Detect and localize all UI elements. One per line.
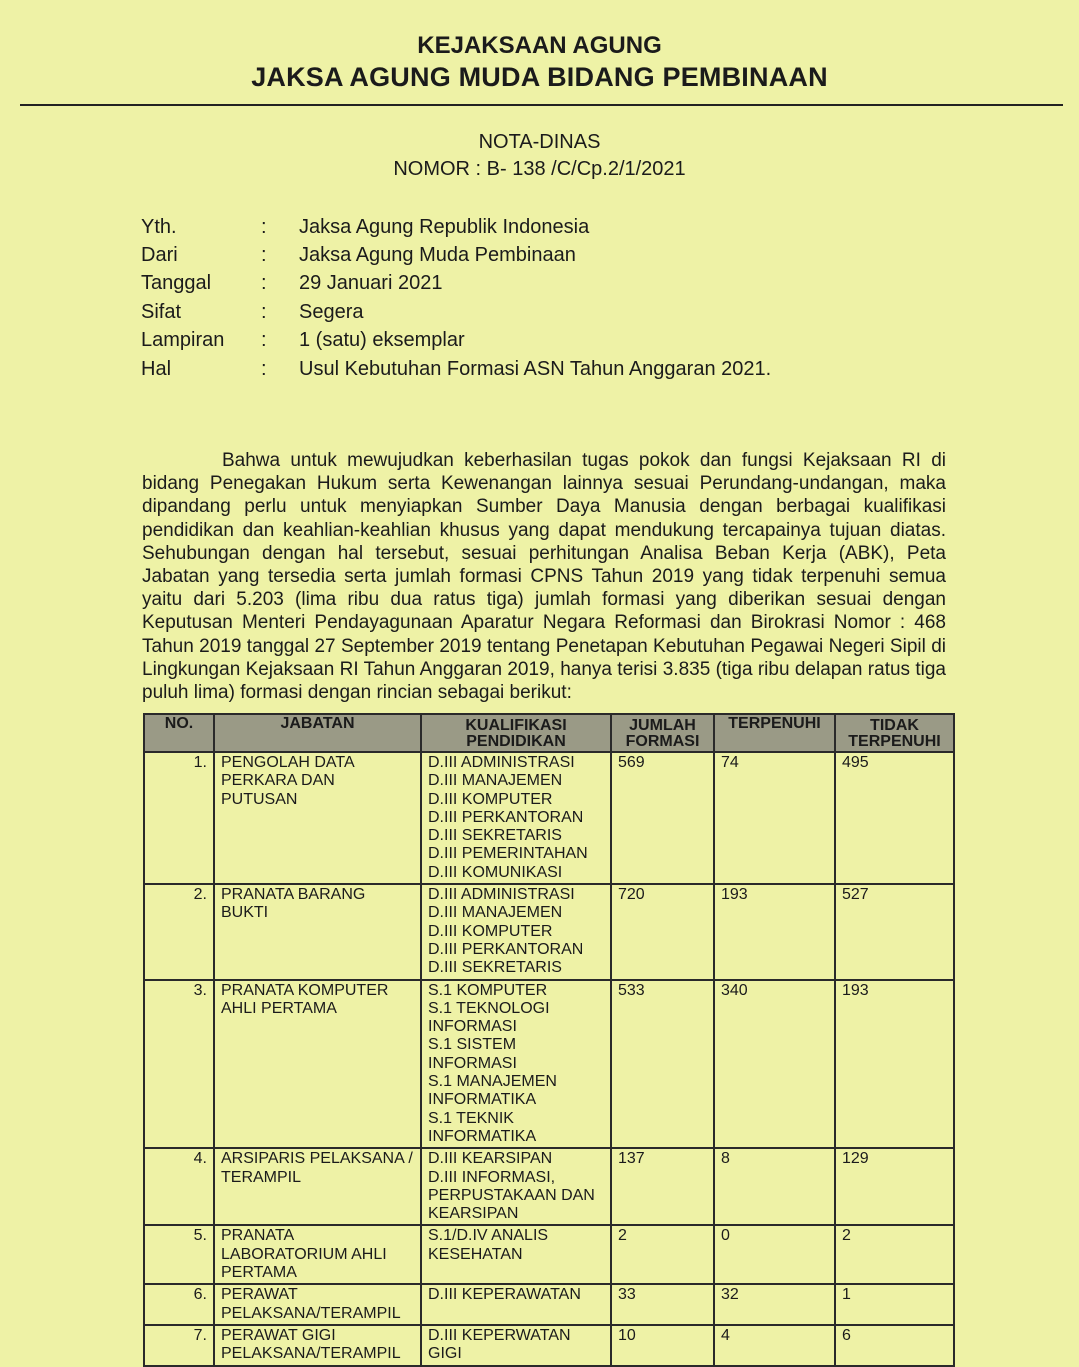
meta-label: Yth.: [141, 215, 177, 238]
table-row: [144, 1284, 954, 1325]
row-number-cell: 1.: [144, 752, 214, 884]
kualifikasi-item: D.III MANAJEMEN: [428, 904, 563, 922]
jabatan-cell: PRANATA BARANG BUKTI: [214, 884, 421, 979]
kualifikasi-cell: [421, 884, 611, 979]
body-text: [142, 449, 946, 704]
table-row: [144, 1225, 954, 1284]
meta-colon: :: [261, 357, 267, 380]
tidak-terpenuhi-cell: 527: [835, 884, 954, 979]
row-number-cell: 6.: [144, 1284, 214, 1325]
kualifikasi-cell: [421, 1284, 611, 1325]
kualifikasi-item: D.III KOMPUTER: [428, 790, 553, 808]
tidak-terpenuhi-cell: 6: [835, 1325, 954, 1366]
jabatan-cell: PERAWAT PELAKSANA/TERAMPIL: [214, 1284, 421, 1325]
meta-colon: :: [261, 329, 267, 352]
jabatan-cell: PENGOLAH DATA PERKARA DAN PUTUSAN: [214, 752, 421, 884]
terpenuhi-cell: 8: [714, 1148, 835, 1225]
row-number-cell: 2.: [144, 884, 214, 979]
meta-colon: :: [261, 215, 267, 238]
terpenuhi-cell: 340: [714, 980, 835, 1149]
nota-number: NOMOR : B- 138 /C/Cp.2/1/2021: [393, 158, 686, 180]
header-divider: [20, 104, 1063, 106]
kualifikasi-item: D.III PERKANTORAN: [428, 940, 584, 958]
kualifikasi-item: D.III PERKANTORAN: [428, 808, 584, 826]
kualifikasi-item: D.III KEPERWATAN GIGI: [428, 1326, 571, 1363]
kualifikasi-item: D.III ADMINISTRASI: [428, 754, 575, 771]
nota-title: NOTA-DINAS: [478, 131, 601, 153]
meta-colon: :: [261, 272, 267, 295]
meta-label: Sifat: [141, 300, 182, 323]
jabatan-cell: ARSIPARIS PELAKSANA / TERAMPIL: [214, 1148, 421, 1225]
kualifikasi-item: S.1 TEKNIK INFORMATIKA: [428, 1109, 537, 1145]
kualifikasi-cell: [421, 1325, 611, 1366]
kualifikasi-item: D.III ADMINISTRASI: [428, 886, 575, 904]
table-row: [144, 884, 954, 979]
jabatan-cell: PRANATA LABORATORIUM AHLI PERTAMA: [214, 1225, 421, 1284]
jabatan-cell: PRANATA KOMPUTER AHLI PERTAMA: [214, 980, 421, 1149]
kualifikasi-item: S.1/D.IV ANALIS KESEHATAN: [428, 1227, 549, 1263]
meta-colon: :: [261, 244, 267, 267]
memo-header-fields: [141, 213, 771, 383]
kualifikasi-cell: [421, 980, 611, 1149]
column-header: JUMLAH FORMASI: [611, 714, 714, 752]
tidak-terpenuhi-cell: 1: [835, 1284, 954, 1325]
tidak-terpenuhi-cell: 129: [835, 1148, 954, 1225]
meta-label: Tanggal: [141, 272, 212, 295]
kualifikasi-item: S.1 SISTEM INFORMASI: [428, 1036, 517, 1072]
kualifikasi-item: D.III KEPERAWATAN: [428, 1286, 581, 1304]
kualifikasi-cell: [421, 1148, 611, 1225]
meta-label: Dari: [141, 244, 178, 267]
tidak-terpenuhi-cell: 495: [835, 752, 954, 884]
meta-row: [141, 327, 771, 355]
jumlah-formasi-cell: 720: [611, 884, 714, 979]
tidak-terpenuhi-cell: 2: [835, 1225, 954, 1284]
table-row: [144, 752, 954, 884]
column-header: TIDAK TERPENUHI: [835, 714, 954, 752]
row-number-cell: 7.: [144, 1325, 214, 1366]
row-number-cell: 4.: [144, 1148, 214, 1225]
kualifikasi-item: S.1 MANAJEMEN INFORMATIKA: [428, 1073, 557, 1109]
kualifikasi-cell: [421, 1225, 611, 1284]
body-paragraph: Bahwa untuk mewujudkan keberhasilan tugas pokok dan fungsi Kejaksaan RI di bidang Penegakan Hukum serta Kewenangan lainnya sesuai Perundang-undangan, maka dipandang perlu untuk menyiapkan Sumber Daya Manusia dengan berbagai kualifikasi pendidikan dan keahlian-keahlian khusus yang dapat mendukung tercapainya tujuan diatas. Sehubungan dengan hal tersebut, sesuai perhitungan Analisa Beban Kerja (ABK), Peta Jabatan yang tersedia serta jumlah formasi CPNS Tahun 2019 yang tidak terpenuhi semua yaitu dari 5.203 (lima ribu dua ratus tiga) jumlah formasi yang diberikan sesuai dengan Keputusan Menteri Pendayagunaan Aparatur Negara Reformasi dan Birokrasi Nomor : 468 Tahun 2019 tanggal 27 September 2019 tentang Penetapan Kebutuhan Pegawai Negeri Sipil di Lingkungan Kejaksaan RI Tahun Anggaran 2019, hanya terisi 3.835 (tiga ribu delapan ratus tiga puluh lima) formasi dengan rincian sebagai berikut:: [142, 450, 946, 704]
terpenuhi-cell: 74: [714, 752, 835, 884]
tidak-terpenuhi-cell: 193: [835, 980, 954, 1149]
kualifikasi-item: D.III KEARSIPAN: [428, 1150, 553, 1168]
meta-value: 1 (satu) eksemplar: [299, 329, 465, 352]
jumlah-formasi-cell: 569: [611, 752, 714, 884]
meta-label: Hal: [141, 357, 172, 380]
meta-value: Jaksa Agung Muda Pembinaan: [299, 244, 576, 267]
meta-value: Segera: [299, 300, 364, 323]
kualifikasi-item: D.III SEKRETARIS: [428, 827, 562, 845]
kualifikasi-item: D.III PEMERINTAHAN: [428, 845, 588, 863]
table-row: [144, 1148, 954, 1225]
institution-title: KEJAKSAAN AGUNG: [417, 32, 662, 59]
row-number-cell: 5.: [144, 1225, 214, 1284]
meta-row: [141, 270, 771, 298]
row-number-cell: 3.: [144, 980, 214, 1149]
meta-value: Jaksa Agung Republik Indonesia: [299, 215, 590, 238]
terpenuhi-cell: 32: [714, 1284, 835, 1325]
kualifikasi-item: D.III KOMUNIKASI: [428, 863, 563, 881]
table-header-row: [144, 714, 954, 752]
division-title: JAKSA AGUNG MUDA BIDANG PEMBINAAN: [251, 62, 828, 92]
table-row: [144, 1325, 954, 1366]
kualifikasi-item: D.III INFORMASI, PERPUSTAKAAN DAN KEARSIPAN: [428, 1168, 595, 1223]
kualifikasi-item: S.1 TEKNOLOGI INFORMASI: [428, 999, 550, 1036]
column-header: NO.: [144, 714, 214, 752]
kualifikasi-cell: [421, 752, 611, 884]
meta-label: Lampiran: [141, 329, 225, 352]
column-header: KUALIFIKASI PENDIDIKAN: [421, 714, 611, 752]
meta-value: 29 Januari 2021: [299, 272, 443, 295]
meta-row: [141, 213, 771, 241]
meta-colon: :: [261, 300, 267, 323]
jumlah-formasi-cell: 33: [611, 1284, 714, 1325]
jumlah-formasi-cell: 2: [611, 1225, 714, 1284]
terpenuhi-cell: 0: [714, 1225, 835, 1284]
jumlah-formasi-cell: 533: [611, 980, 714, 1149]
formasi-table: [143, 713, 955, 1367]
kualifikasi-item: D.III KOMPUTER: [428, 922, 553, 940]
table-row: [144, 980, 954, 1149]
kualifikasi-item: S.1 KOMPUTER: [428, 981, 548, 999]
table-body: [144, 752, 954, 1366]
meta-row: [141, 298, 771, 326]
terpenuhi-cell: 193: [714, 884, 835, 979]
meta-value: Usul Kebutuhan Formasi ASN Tahun Anggaran 2021.: [299, 357, 772, 380]
kualifikasi-item: D.III MANAJEMEN: [428, 772, 563, 790]
jabatan-cell: PERAWAT GIGI PELAKSANA/TERAMPIL: [214, 1325, 421, 1366]
jumlah-formasi-cell: 10: [611, 1325, 714, 1366]
column-header: TERPENUHI: [714, 714, 835, 752]
terpenuhi-cell: 4: [714, 1325, 835, 1366]
meta-row: [141, 355, 771, 383]
jumlah-formasi-cell: 137: [611, 1148, 714, 1225]
column-header: JABATAN: [214, 714, 421, 752]
meta-row: [141, 241, 771, 269]
kualifikasi-item: D.III SEKRETARIS: [428, 959, 562, 977]
